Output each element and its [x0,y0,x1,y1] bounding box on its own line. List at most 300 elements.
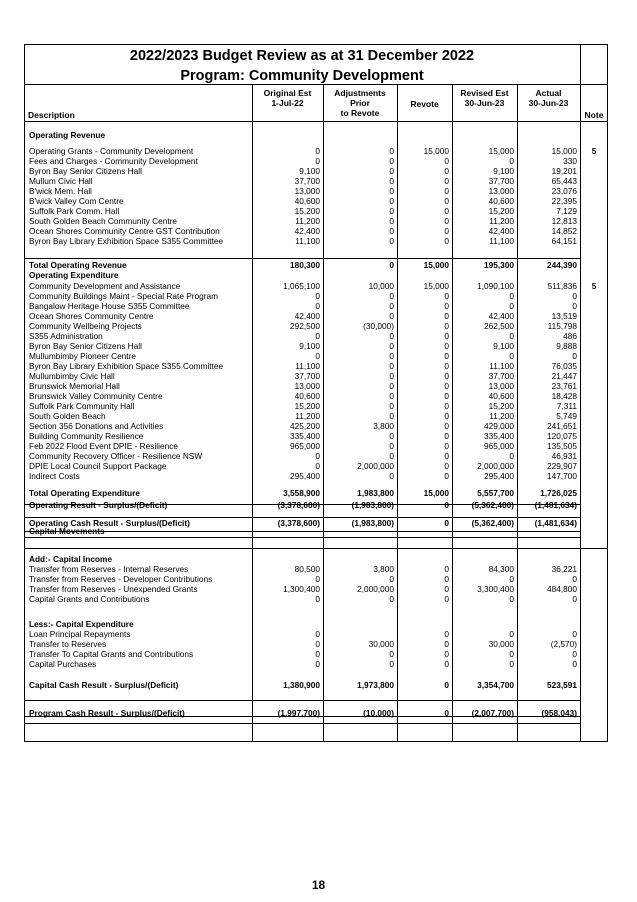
table-row [24,619,608,629]
adjustments-cell: 0 [389,206,394,216]
original-est-cell: (3,378,600) [277,518,320,528]
revote-cell: 0 [444,421,449,431]
revised-est-cell: 15,200 [488,401,514,411]
table-row [24,411,608,421]
actual-cell: 23,761 [551,381,577,391]
adjustments-cell: (1,983,800) [351,500,394,510]
table-row [24,226,608,236]
revote-cell: 15,000 [423,146,449,156]
revised-est-cell: 195,300 [484,260,514,270]
actual-cell: 36,221 [551,564,577,574]
original-est-cell: 0 [315,331,320,341]
revised-est-cell: 9,100 [493,341,514,351]
revised-est-cell: 0 [509,301,514,311]
table-row [24,441,608,451]
header-revised-l2: 30-Jun-23 [464,98,505,108]
table-row [24,649,608,659]
actual-cell: (1,481,634) [534,500,577,510]
revote-cell: 0 [444,156,449,166]
revote-cell: 0 [444,471,449,481]
row-description: Suffolk Park Community Hall [29,401,135,411]
row-description: Capital Grants and Contributions [29,594,150,604]
row-description: Byron Bay Senior Citizens Hall [29,166,142,176]
header-adjustments-l3: to Revote [340,108,380,118]
adjustments-cell: 0 [389,260,394,270]
revised-est-cell: 3,354,700 [477,680,514,690]
row-description: Community Buildings Maint - Special Rate Program [29,291,219,301]
revised-est-cell: 965,000 [484,441,514,451]
adjustments-cell: 0 [389,594,394,604]
header-adjustments [323,88,397,118]
revised-est-cell: 11,200 [489,411,514,421]
revote-cell: 0 [444,216,449,226]
table-row [24,708,608,718]
header-revised [452,88,517,108]
table-row [24,488,608,498]
actual-cell: 135,505 [547,441,577,451]
revote-cell: 0 [444,431,449,441]
actual-cell: 7,129 [556,206,577,216]
row-description: Operating Cash Result - Surplus/(Deficit) [29,518,190,528]
adjustments-cell: 0 [389,351,394,361]
row-description: Transfer To Capital Grants and Contributions [29,649,194,659]
original-est-cell: 37,700 [294,371,320,381]
row-description: Indirect Costs [29,471,80,481]
revote-cell: 0 [444,206,449,216]
original-est-cell: 425,200 [290,421,320,431]
original-est-cell: 1,065,100 [283,281,320,291]
actual-cell: 511,836 [547,281,577,291]
actual-cell: 46,931 [551,451,577,461]
revised-est-cell: 11,100 [489,236,514,246]
revote-cell: 0 [444,411,449,421]
original-est-cell: 40,600 [294,196,320,206]
actual-cell: 0 [572,629,577,639]
revised-est-cell: 0 [509,594,514,604]
page-number: 18 [311,878,326,892]
adjustments-cell: 30,000 [368,639,394,649]
row-description: Operating Grants - Community Development [29,146,194,156]
original-est-cell: 0 [315,451,320,461]
revote-cell: 0 [444,341,449,351]
rule-header-bottom [24,121,608,122]
row-description: Byron Bay Library Exhibition Space S355 Committee [29,361,224,371]
original-est-cell: 0 [315,291,320,301]
row-description: Community Recovery Officer - Resilience NSW [29,451,203,461]
row-description: B'wick Mem. Hall [29,186,92,196]
adjustments-cell: 2,000,000 [357,461,394,471]
adjustments-cell: 0 [389,166,394,176]
revote-cell: 0 [444,574,449,584]
adjustments-cell: 3,800 [373,564,394,574]
table-row [24,574,608,584]
revised-est-cell: 3,300,400 [477,584,514,594]
revised-est-cell: 11,100 [489,361,514,371]
revised-est-cell: 11,200 [489,216,514,226]
table-row [24,196,608,206]
row-description: Capital Purchases [29,659,97,669]
header-actual-l2: 30-Jun-23 [528,98,569,108]
table-row [24,584,608,594]
row-description: Mullumbimby Pioneer Centre [29,351,136,361]
revised-est-cell: 5,557,700 [477,488,514,498]
original-est-cell: 11,100 [295,236,320,246]
header-original-l1: Original Est [263,88,312,98]
revised-est-cell: 37,700 [488,176,514,186]
note-cell: 5 [591,281,597,291]
actual-cell: 9,888 [556,341,577,351]
table-row [24,130,608,140]
original-est-cell: (3,378,600) [277,500,320,510]
original-est-cell: 1,380,900 [283,680,320,690]
revote-cell: 0 [444,451,449,461]
actual-cell: 0 [572,594,577,604]
row-description: Section 356 Donations and Activities [29,421,164,431]
adjustments-cell: 0 [389,361,394,371]
revote-cell: 0 [444,680,449,690]
row-description: Mullum Civic Hall [29,176,93,186]
adjustments-cell: 3,800 [373,421,394,431]
revote-cell: 0 [444,321,449,331]
table-row [24,371,608,381]
adjustments-cell: 0 [389,441,394,451]
table-row [24,629,608,639]
revote-cell: 0 [444,649,449,659]
revote-cell: 0 [444,461,449,471]
table-row [24,321,608,331]
adjustments-cell: 0 [389,649,394,659]
table-row [24,270,608,280]
header-description: Description [28,110,75,120]
revised-est-cell: 13,000 [488,381,514,391]
table-row [24,236,608,246]
table-row [24,639,608,649]
table-row [24,401,608,411]
header-revote: Revote [410,99,439,109]
header-adjustments-l1: Adjustments [334,88,386,98]
row-description: South Golden Beach Community Centre [29,216,178,226]
row-description: Ocean Shores Community Centre GST Contribution [29,226,220,236]
revised-est-cell: 9,100 [493,166,514,176]
revised-est-cell: 15,000 [488,146,514,156]
adjustments-cell: 10,000 [368,281,394,291]
revised-est-cell: 262,500 [484,321,514,331]
actual-cell: 484,800 [547,584,577,594]
actual-cell: 65,443 [551,176,577,186]
row-description: Brunswick Memorial Hall [29,381,120,391]
original-est-cell: 965,000 [290,441,320,451]
adjustments-cell: 0 [389,186,394,196]
row-description: DPIE Local Council Support Package [29,461,167,471]
original-est-cell: 180,300 [290,260,320,270]
adjustments-cell: 0 [389,451,394,461]
revote-cell: 0 [444,236,449,246]
revote-cell: 0 [444,584,449,594]
revote-cell: 0 [444,311,449,321]
revote-cell: 0 [444,594,449,604]
actual-cell: 22,395 [551,196,577,206]
revised-est-cell: 40,600 [488,196,514,206]
adjustments-cell: 0 [389,301,394,311]
revised-est-cell: 13,000 [488,186,514,196]
revote-cell: 0 [444,629,449,639]
adjustments-cell: 0 [389,291,394,301]
revised-est-cell: 0 [509,291,514,301]
actual-cell: 241,651 [547,421,577,431]
actual-cell: 0 [572,659,577,669]
table-row [24,451,608,461]
row-description: Fees and Charges - Community Development [29,156,198,166]
revised-est-cell: (5,362,400) [471,518,514,528]
table-row [24,564,608,574]
table-row [24,260,608,270]
actual-cell: 0 [572,351,577,361]
revised-est-cell: 42,400 [488,226,514,236]
row-description: Less:- Capital Expenditure [29,619,134,629]
adjustments-cell: 0 [389,659,394,669]
header-actual-l1: Actual [535,88,562,98]
row-description: Operating Result - Surplus/(Deficit) [29,500,168,510]
actual-cell: 0 [572,301,577,311]
row-description: Suffolk Park Comm. Hall [29,206,120,216]
original-est-cell: 0 [315,649,320,659]
actual-cell: 1,726,025 [540,488,577,498]
actual-cell: 23,076 [551,186,577,196]
actual-cell: 0 [572,574,577,584]
original-est-cell: 9,100 [299,341,320,351]
table-row [24,471,608,481]
table-row [24,331,608,341]
original-est-cell: 15,200 [294,206,320,216]
rule-cash-result [24,537,580,538]
adjustments-cell: 0 [389,381,394,391]
actual-cell: 330 [563,156,577,166]
revote-cell: 0 [444,166,449,176]
adjustments-cell: 0 [389,176,394,186]
table-row [24,680,608,690]
table-row [24,554,608,564]
row-description: Loan Principal Repayments [29,629,131,639]
original-est-cell: (1,997,700) [277,708,320,718]
table-row [24,281,608,291]
revised-est-cell: (5,362,400) [471,500,514,510]
adjustments-cell: 0 [389,471,394,481]
row-description: Community Wellbeing Projects [29,321,142,331]
original-est-cell: 292,500 [290,321,320,331]
original-est-cell: 1,300,400 [283,584,320,594]
adjustments-cell: 0 [389,411,394,421]
revote-cell: 15,000 [423,281,449,291]
actual-cell: 19,201 [551,166,577,176]
adjustments-cell: (10,000) [363,708,394,718]
original-est-cell: 0 [315,594,320,604]
table-row [24,594,608,604]
adjustments-cell: 1,973,800 [357,680,394,690]
revote-cell: 0 [444,331,449,341]
row-description: Building Community Resilience [29,431,144,441]
row-description: Capital Cash Result - Surplus/(Deficit) [29,680,179,690]
table-row [24,351,608,361]
table-row [24,311,608,321]
original-est-cell: 0 [315,639,320,649]
table-row [24,301,608,311]
table-row [24,291,608,301]
adjustments-cell: 0 [389,146,394,156]
adjustments-cell: 1,983,800 [357,488,394,498]
revote-cell: 0 [444,291,449,301]
revised-est-cell: 0 [509,574,514,584]
table-row [24,391,608,401]
actual-cell: (1,481,634) [534,518,577,528]
row-description: Community Development and Assistance [29,281,181,291]
revised-est-cell: 15,200 [488,206,514,216]
row-description: Capital Movements [29,526,105,536]
revote-cell: 0 [444,401,449,411]
actual-cell: 14,852 [551,226,577,236]
revised-est-cell: 40,600 [488,391,514,401]
actual-cell: 13,519 [551,311,577,321]
adjustments-cell: 0 [389,341,394,351]
revised-est-cell: 0 [509,331,514,341]
note-cell: 5 [591,146,597,156]
original-est-cell: 42,400 [294,311,320,321]
row-description: Add:- Capital Income [29,554,112,564]
original-est-cell: 3,558,900 [283,488,320,498]
revised-est-cell: 1,090,100 [477,281,514,291]
adjustments-cell: 0 [389,371,394,381]
row-description: Transfer from Reserves - Internal Reserves [29,564,189,574]
revised-est-cell: 0 [509,649,514,659]
revised-est-cell: 0 [509,659,514,669]
row-description: Total Operating Expenditure [29,488,140,498]
revote-cell: 0 [444,351,449,361]
table-row [24,206,608,216]
adjustments-cell: 0 [389,574,394,584]
revote-cell: 0 [444,518,449,528]
revote-cell: 0 [444,196,449,206]
revised-est-cell: 335,400 [484,431,514,441]
original-est-cell: 13,000 [294,186,320,196]
rule-total-revenue [24,258,580,259]
row-description: Transfer from Reserves - Developer Contributions [29,574,213,584]
header-original [252,88,323,108]
table-row [24,146,608,156]
revised-est-cell: 0 [509,629,514,639]
actual-cell: 12,813 [551,216,577,226]
revised-est-cell: 42,400 [488,311,514,321]
header-adjustments-l2: Prior [350,98,370,108]
original-est-cell: 42,400 [294,226,320,236]
table-row [24,341,608,351]
original-est-cell: 13,000 [294,381,320,391]
adjustments-cell: 2,000,000 [357,584,394,594]
revote-cell: 0 [444,361,449,371]
original-est-cell: 335,400 [290,431,320,441]
original-est-cell: 0 [315,461,320,471]
actual-cell: 21,447 [551,371,577,381]
row-description: Transfer from Reserves - Unexpended Grants [29,584,198,594]
revised-est-cell: 30,000 [488,639,514,649]
revised-est-cell: 295,400 [484,471,514,481]
row-description: Feb 2022 Flood Event DPIE - Resilience [29,441,178,451]
table-row [24,166,608,176]
revised-est-cell: 429,000 [484,421,514,431]
adjustments-cell: 0 [389,391,394,401]
row-description: Byron Bay Library Exhibition Space S355 Committee [29,236,224,246]
revised-est-cell: 37,700 [488,371,514,381]
table-row [24,500,608,510]
actual-cell: 0 [572,291,577,301]
header-original-l2: 1-Jul-22 [271,98,304,108]
revote-cell: 0 [444,176,449,186]
row-description: B'wick Valley Com Centre [29,196,124,206]
table-row [24,526,608,536]
revised-est-cell: 2,000,000 [477,461,514,471]
row-description: Operating Expenditure [29,270,119,280]
table-row [24,421,608,431]
row-description: Program Cash Result - Surplus/(Deficit) [29,708,185,718]
adjustments-cell: 0 [389,431,394,441]
actual-cell: 115,798 [547,321,577,331]
revote-cell: 0 [444,186,449,196]
original-est-cell: 11,200 [295,216,320,226]
revote-cell: 0 [444,391,449,401]
adjustments-cell: 0 [389,331,394,341]
rule-capital-result [24,700,580,701]
revised-est-cell: 0 [509,451,514,461]
row-description: Bangalow Heritage House S355 Committee [29,301,190,311]
adjustments-cell: 0 [389,236,394,246]
adjustments-cell: 0 [389,216,394,226]
rule-program-result [24,723,580,724]
report-subtitle: Program: Community Development [180,68,424,84]
adjustments-cell: 0 [389,311,394,321]
header-revised-l1: Revised Est [460,88,509,98]
revised-est-cell: 0 [509,156,514,166]
row-description: Total Operating Revenue [29,260,127,270]
actual-cell: 15,000 [551,146,577,156]
original-est-cell: 9,100 [299,166,320,176]
row-description: Ocean Shores Community Centre [29,311,154,321]
table-row [24,659,608,669]
row-description: Byron Bay Senior Citizens Hall [29,341,142,351]
actual-cell: 523,591 [547,680,577,690]
revote-cell: 0 [444,564,449,574]
revote-cell: 0 [444,500,449,510]
revote-cell: 15,000 [423,260,449,270]
revote-cell: 0 [444,371,449,381]
actual-cell: (2,570) [550,639,577,649]
actual-cell: 120,075 [547,431,577,441]
original-est-cell: 0 [315,574,320,584]
actual-cell: 244,390 [547,260,577,270]
adjustments-cell: 0 [389,226,394,236]
table-row [24,156,608,166]
table-row [24,216,608,226]
adjustments-cell: 0 [389,196,394,206]
revote-cell: 0 [444,441,449,451]
original-est-cell: 11,100 [295,361,320,371]
revised-est-cell: 0 [509,351,514,361]
revote-cell: 0 [444,226,449,236]
original-est-cell: 15,200 [294,401,320,411]
row-description: Transfer to Reserves [29,639,107,649]
adjustments-cell: (30,000) [363,321,394,331]
actual-cell: 0 [572,649,577,659]
table-row [24,176,608,186]
row-description: Operating Revenue [29,130,106,140]
row-description: South Golden Beach [29,411,106,421]
